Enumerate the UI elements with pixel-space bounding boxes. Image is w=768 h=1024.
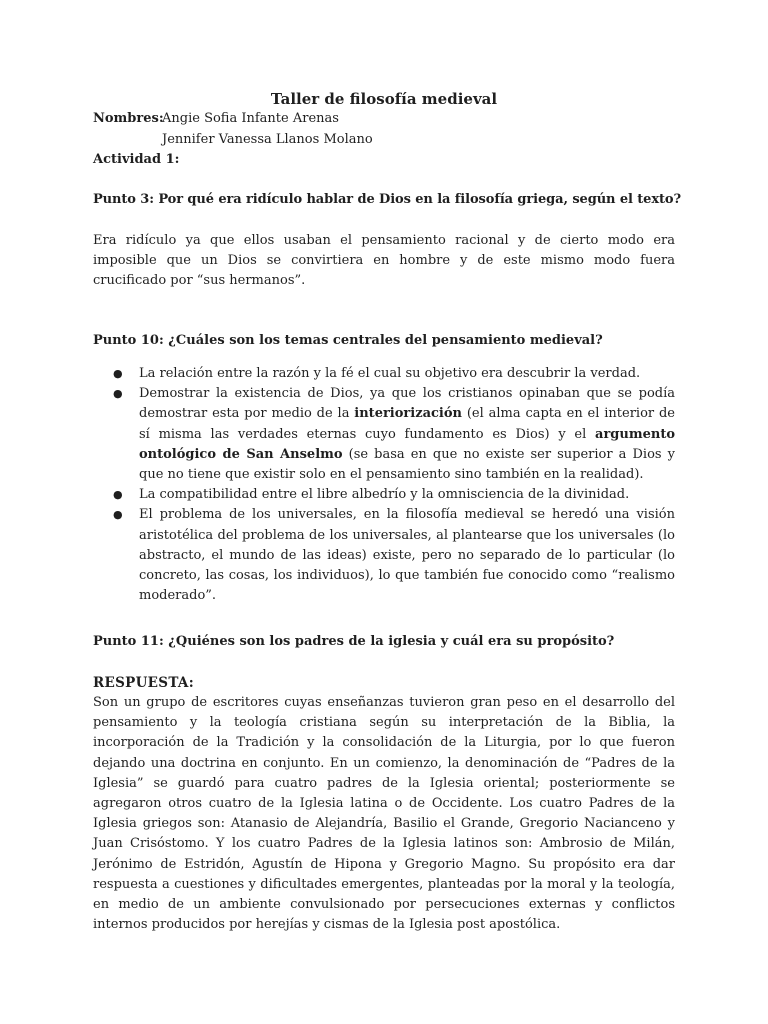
bullet-icon: ● <box>113 488 123 502</box>
punto11-question: Punto 11: ¿Quiénes son los padres de la iglesia y cuál era su propósito? <box>93 634 615 649</box>
punto10-question: Punto 10: ¿Cuáles son los temas centrales del pensamiento medieval? <box>93 333 603 348</box>
bullet-text: El problema de los universales, en la filosofía medieval se heredó una visión aristotélica del problema de los universales, al plantearse que los universales (lo abstracto, el mundo de las ideas) existe, pero no separado de lo particular (lo concreto, las cosas, los individuos), lo que también fue conocido como “realismo moderado”. <box>139 507 675 604</box>
punto10-bullet-list <box>113 364 675 606</box>
bullet-icon: ● <box>113 367 123 380</box>
list-item <box>113 364 675 384</box>
student-name-1: Angie Sofia Infante Arenas <box>162 111 339 126</box>
names-line-1 <box>93 109 675 129</box>
names-label: Nombres: <box>93 111 164 126</box>
activity-heading: Actividad 1: <box>93 152 180 167</box>
list-item <box>113 485 675 505</box>
student-name-2: Jennifer Vanessa Llanos Molano <box>162 132 373 147</box>
bullet-text: (el alma capta en el interior de sí misma las verdades eternas cuyo fundamento es Dios) y el <box>139 406 675 442</box>
punto11-answer: Son un grupo de escritores cuyas enseñanzas tuvieron gran peso en el desarrollo del pensamiento y la teología cristiana según su interpretación de la Biblia, la incorporación de la Tradición y la consolidación de la Liturgia, por lo que fueron dejando una doctrina en conjunto. En un comienzo, la denominación de “Padres de la Iglesia” se guardó para cuatro padres de la Iglesia oriental; posteriormente se agregaron otros cuatro de la Iglesia latina o de Occidente. Los cuatro Padres de la Iglesia griegos son: Atanasio de Alejandría, Basilio el Grande, Gregorio Nacianceno y Juan Crisóstomo. Y los cuatro Padres de la Iglesia latinos son: Ambrosio de Milán, Jerónimo de Estridón, Agustín de Hipona y Gregorio Magno. Su propósito era dar respuesta a cuestiones y dificultades emergentes, planteadas por la moral y la teología, en medio de un ambiente convulsionado por persecuciones externas y conflictos internos producidos por herejías y cismas de la Iglesia post apostólica. <box>93 695 675 933</box>
bullet-bold-term: interiorización <box>354 406 462 422</box>
bullet-icon: ● <box>113 387 123 401</box>
bullet-text: Demostrar la existencia de Dios, ya que los cristianos opinaban que se podía demostrar esta por medio de la <box>139 386 675 422</box>
list-item <box>113 384 675 485</box>
bullet-icon: ● <box>113 508 123 522</box>
document-title: Taller de filosofía medieval <box>270 90 498 108</box>
bullet-text: La compatibilidad entre el libre albedrío y la omnisciencia de la divinidad. <box>139 487 630 503</box>
list-item <box>113 505 675 606</box>
bullet-bold-term: argumento ontológico de San Anselmo <box>139 426 675 462</box>
response-label: RESPUESTA: <box>93 675 194 691</box>
punto3-answer: Era ridículo ya que ellos usaban el pensamiento racional y de cierto modo era imposible que un Dios se convirtiera en hombre y de este mismo modo fuera crucificado por “sus hermanos”. <box>93 233 675 289</box>
bullet-text: La relación entre la razón y la fé el cual su objetivo era descubrir la verdad. <box>139 366 641 381</box>
punto3-question: Punto 3: Por qué era ridículo hablar de Dios en la filosofía griega, según el texto? <box>93 192 681 207</box>
bullet-text: (se basa en que no existe ser superior a Dios y que no tiene que existir solo en el pensamiento sino también en la realidad). <box>139 446 675 483</box>
